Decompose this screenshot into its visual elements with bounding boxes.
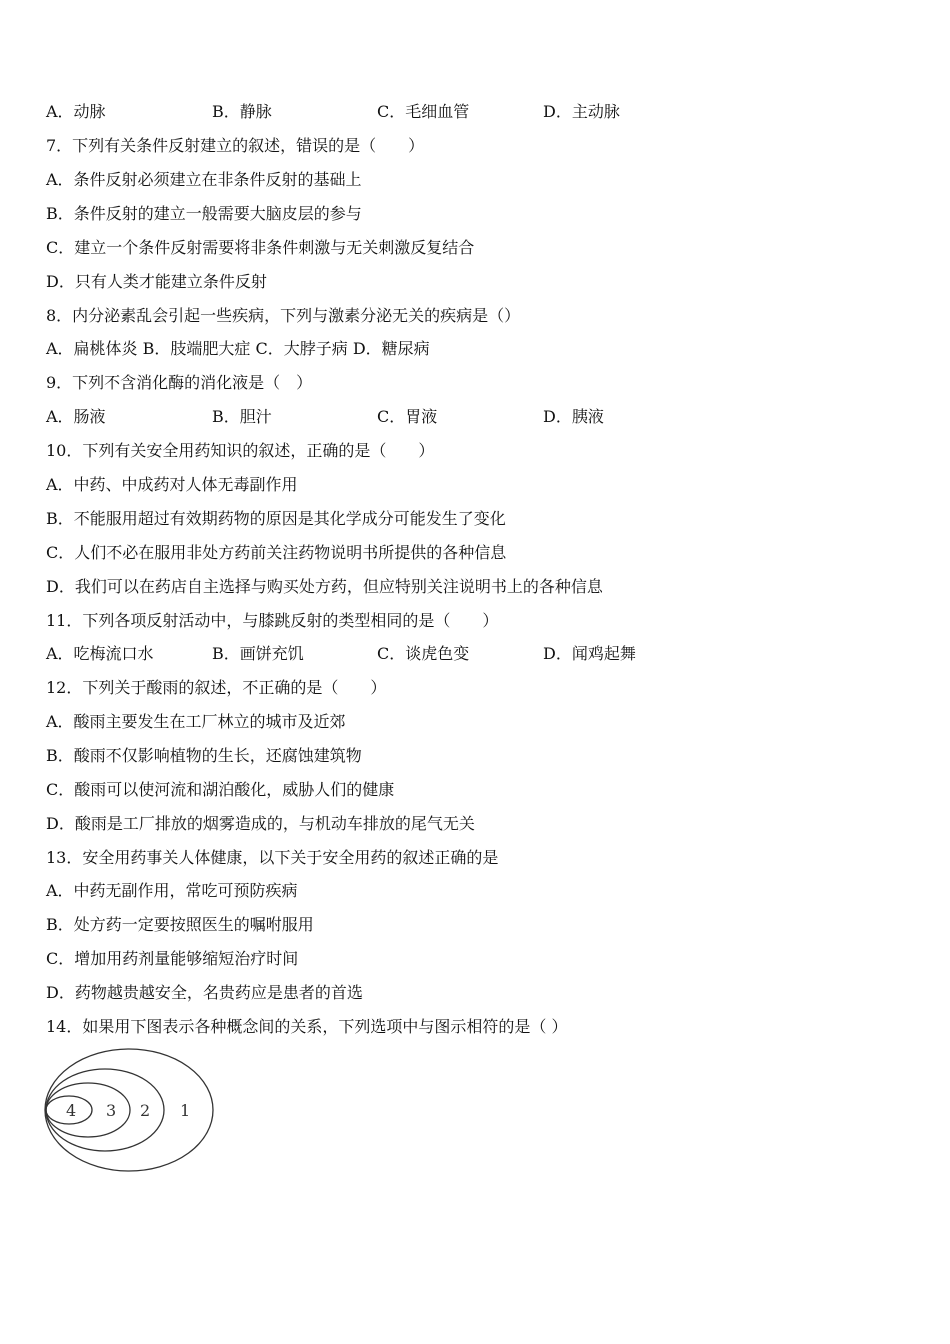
- q9-option-a: A．肠液: [46, 407, 106, 426]
- q12-option-a: A．酸雨主要发生在工厂林立的城市及近郊: [46, 712, 346, 731]
- q7-option-a: A．条件反射必须建立在非条件反射的基础上: [46, 170, 362, 189]
- q10-option-b: B．不能服用超过有效期药物的原因是其化学成分可能发生了变化: [46, 509, 506, 528]
- q7-option-d: D．只有人类才能建立条件反射: [46, 272, 267, 291]
- q12-option-b: B．酸雨不仅影响植物的生长，还腐蚀建筑物: [46, 746, 362, 765]
- q9-option-c: C．胃液: [377, 407, 438, 426]
- q10-option-a: A．中药、中成药对人体无毒副作用: [46, 475, 298, 494]
- label-4: 4: [66, 1101, 77, 1120]
- top-options: [46, 102, 906, 122]
- question-10-stem: 10．下列有关安全用药知识的叙述，正确的是（ ）: [46, 441, 435, 460]
- question-9-stem: 9．下列不含消化酶的消化液是（ ）: [46, 373, 313, 392]
- option-b: B．静脉: [212, 102, 272, 121]
- q12-option-d: D．酸雨是工厂排放的烟雾造成的，与机动车排放的尾气无关: [46, 814, 475, 833]
- q12-option-c: C．酸雨可以使河流和湖泊酸化，威胁人们的健康: [46, 780, 395, 799]
- question-8-stem: 8．内分泌素乱会引起一些疾病，下列与激素分泌无关的疾病是（）: [46, 306, 521, 325]
- q11-option-b: B．画饼充饥: [212, 644, 304, 663]
- q8-options: A．扁桃体炎 B．肢端肥大症 C．大脖子病 D．糖尿病: [46, 339, 430, 358]
- question-11-stem: 11．下列各项反射活动中，与膝跳反射的类型相同的是（ ）: [46, 611, 499, 630]
- q11-option-a: A．吃梅流口水: [46, 644, 154, 663]
- question-14-stem: 14．如果用下图表示各种概念间的关系，下列选项中与图示相符的是（ ）: [46, 1017, 568, 1036]
- label-2: 2: [140, 1101, 151, 1120]
- question-12-stem: 12．下列关于酸雨的叙述，不正确的是（ ）: [46, 678, 387, 697]
- q9-options: [46, 407, 906, 427]
- question-13-stem: 13．安全用药事关人体健康，以下关于安全用药的叙述正确的是: [46, 848, 499, 867]
- option-d: D．主动脉: [543, 102, 620, 121]
- question-7-stem: 7．下列有关条件反射建立的叙述，错误的是（ ）: [46, 136, 425, 155]
- option-a: A．动脉: [46, 102, 106, 121]
- q7-option-b: B．条件反射的建立一般需要大脑皮层的参与: [46, 204, 362, 223]
- q7-option-c: C．建立一个条件反射需要将非条件刺激与无关刺激反复结合: [46, 238, 475, 257]
- q11-options: [46, 644, 906, 664]
- option-c: C．毛细血管: [377, 102, 470, 121]
- q11-option-c: C．谈虎色变: [377, 644, 470, 663]
- q10-option-d: D．我们可以在药店自主选择与购买处方药，但应特别关注说明书上的各种信息: [46, 577, 603, 596]
- q11-option-d: D．闻鸡起舞: [543, 644, 636, 663]
- q13-option-c: C．增加用药剂量能够缩短治疗时间: [46, 949, 299, 968]
- q9-option-b: B．胆汁: [212, 407, 272, 426]
- ellipse-3: [46, 1083, 130, 1137]
- label-1: 1: [180, 1101, 191, 1120]
- q9-option-d: D．胰液: [543, 407, 604, 426]
- q13-option-b: B．处方药一定要按照医生的嘱咐服用: [46, 915, 314, 934]
- q13-option-d: D．药物越贵越安全，名贵药应是患者的首选: [46, 983, 363, 1002]
- concept-nested-ellipses-diagram: [44, 1046, 218, 1176]
- label-3: 3: [106, 1101, 117, 1120]
- q10-option-c: C．人们不必在服用非处方药前关注药物说明书所提供的各种信息: [46, 543, 507, 562]
- q13-option-a: A．中药无副作用，常吃可预防疾病: [46, 881, 298, 900]
